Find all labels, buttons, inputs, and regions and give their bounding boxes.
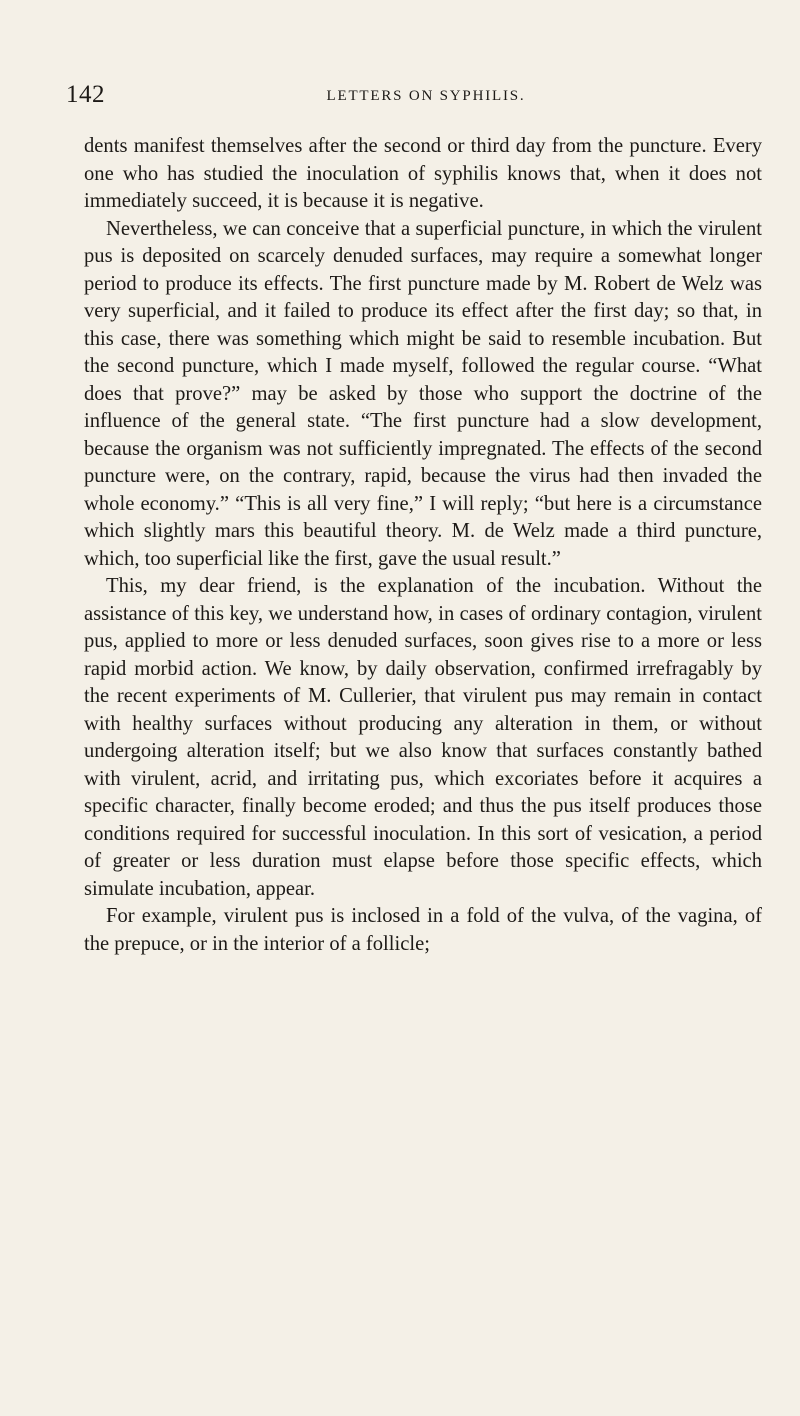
- paragraph: dents manifest themselves after the second or third day from the puncture. Every one who has studied the inoculation of syphilis knows that, when it does not immediately succeed, it is because it is negative.: [84, 135, 762, 212]
- running-title: LETTERS ON SYPHILIS.: [326, 88, 526, 104]
- page-number: 142: [66, 81, 105, 108]
- body-text: [84, 133, 762, 958]
- paragraph: For example, virulent pus is inclosed in a fold of the vulva, of the vagina, of the prepuce, or in the interior of a follicle;: [84, 905, 762, 955]
- running-header: [66, 80, 746, 110]
- paragraph: Nevertheless, we can conceive that a superficial puncture, in which the virulent pus is deposited on scarcely denuded surfaces, may require a somewhat longer period to produce its effects. The first puncture made by M. Robert de Welz was very superficial, and it failed to produce its effect after the first day; so that, in this case, there was something which might be said to resemble incubation. But the second puncture, which I made myself, followed the regular course. “What does that prove?” may be asked by those who support the doctrine of the influence of the general state. “The first puncture had a slow development, because the organism was not sufficiently impregnated. The effects of the second puncture were, on the contrary, rapid, because the virus had then invaded the whole economy.” “This is all very fine,” I will reply; “but here is a circumstance which slightly mars this beautiful theory. M. de Welz made a third puncture, which, too superficial like the first, gave the usual result.”: [84, 217, 762, 570]
- paragraph: This, my dear friend, is the explanation of the incubation. Without the assistance of this key, we understand how, in cases of ordinary contagion, virulent pus, applied to more or less denuded surfaces, soon gives rise to a more or less rapid morbid action. We know, by daily observation, confirmed irrefragably by the recent experiments of M. Cullerier, that virulent pus may remain in contact with healthy surfaces without producing any alteration in them, or without undergoing alteration itself; but we also know that surfaces constantly bathed with virulent, acrid, and irritating pus, which excoriates before it acquires a specific character, finally become eroded; and thus the pus itself produces those conditions required for successful inoculation. In this sort of vesication, a period of greater or less duration must elapse before those specific effects, which simulate incubation, appear.: [84, 575, 762, 900]
